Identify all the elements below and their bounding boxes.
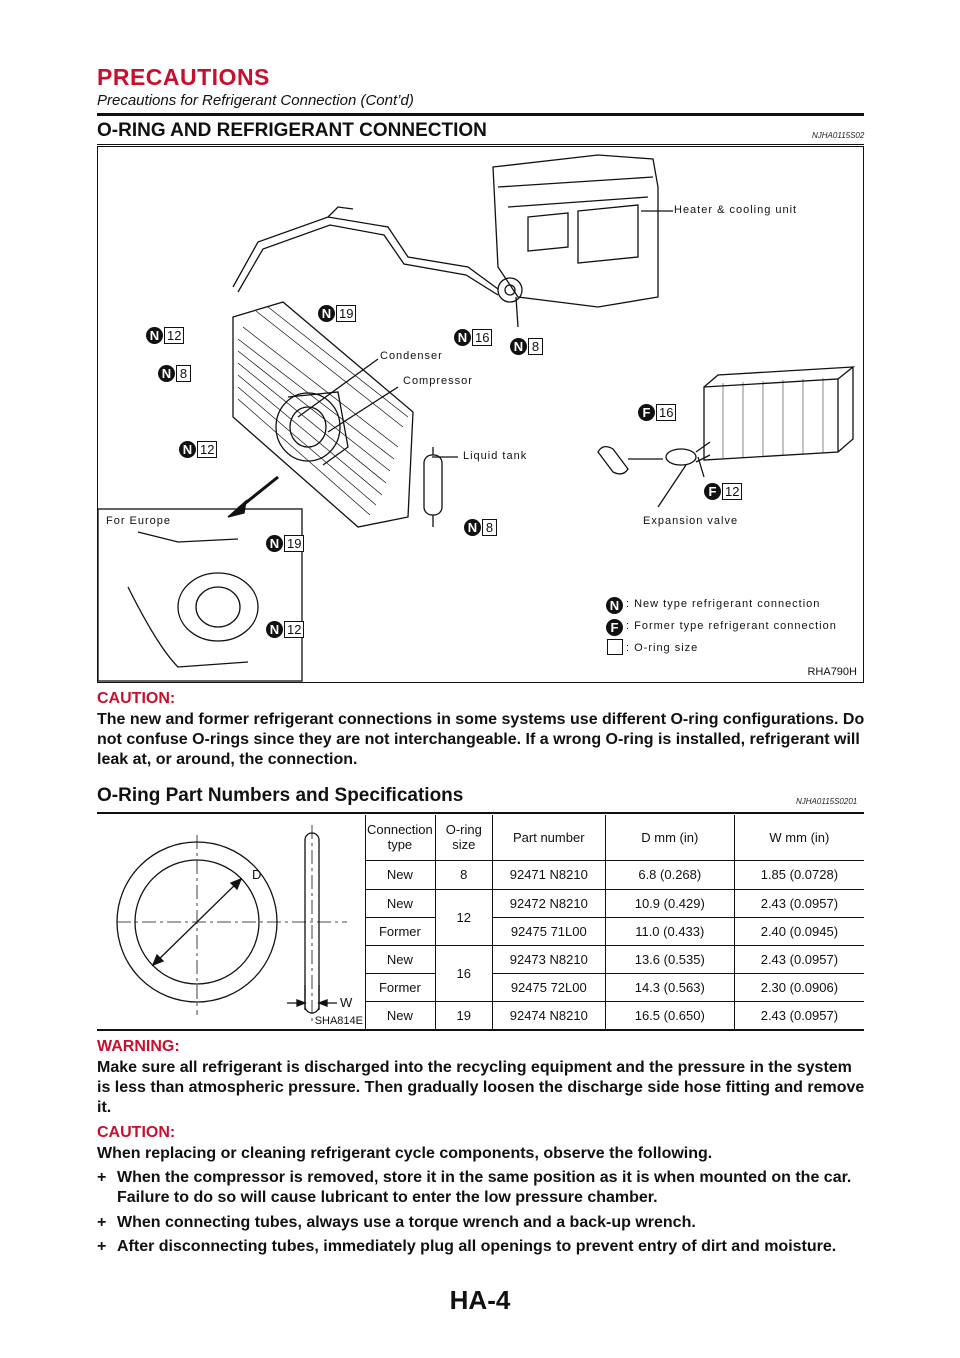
caution2-heading: CAUTION: [97, 1124, 176, 1141]
legend-former-icon: F [606, 617, 623, 637]
cell-w: 2.40 (0.0945) [734, 917, 864, 945]
header-oring-size: O-ring size [435, 815, 492, 860]
table-bottom-rule [97, 1029, 864, 1031]
badge-n19-europe: N 19 [266, 533, 304, 553]
cell-type: New [386, 1007, 413, 1023]
refrigerant-connection-diagram [97, 146, 864, 683]
oring-drawing [97, 815, 365, 1029]
list-item [97, 1213, 867, 1233]
cell-type: Former [365, 917, 435, 945]
badge-n12-compressor: N 12 [179, 439, 217, 459]
cell-part: 92471 N8210 [492, 860, 605, 889]
legend-new-icon: N [606, 595, 623, 615]
cell-d: 10.9 (0.429) [605, 889, 734, 917]
cell-d: 14.3 (0.563) [605, 973, 734, 1001]
bullet-text: When the compressor is removed, store it in the same position as it is when mounted on the car. Failure to do so will cause lubricant to enter the low pressure chamber. [117, 1169, 852, 1206]
cell-size: 16 [435, 945, 492, 1001]
bullet-text: When connecting tubes, always use a torque wrench and a back-up wrench. [117, 1214, 696, 1231]
cell-w: 1.85 (0.0728) [734, 860, 864, 889]
cell-type: New [365, 889, 435, 917]
cell-w: 2.43 (0.0957) [734, 889, 864, 917]
cell-d: 6.8 (0.268) [605, 860, 734, 889]
legend-former-text: : Former type refrigerant connection [626, 620, 837, 632]
cell-size: 12 [435, 889, 492, 945]
caution-text: The new and former refrigerant connections in some systems use different O-ring configurations. Do not confuse O-rings since they are not interchangeable. If a wrong O-ring is installed, refrigerant will leak at, or around, the connection. [97, 711, 865, 768]
table-row [365, 1001, 864, 1029]
badge-n16: N 16 [454, 327, 492, 347]
bullet-icon: + [97, 1169, 107, 1186]
list-item [97, 1237, 867, 1257]
dimension-d-label: D [252, 867, 262, 882]
cell-part: 92475 72L00 [492, 973, 605, 1001]
badge-n12-europe: N 12 [266, 619, 304, 639]
badge-f12: F 12 [704, 481, 742, 501]
header-w: W mm (in) [734, 815, 864, 860]
cell-d: 11.0 (0.433) [605, 917, 734, 945]
spec-block [97, 815, 864, 1029]
legend-oring-text: : O-ring size [626, 642, 699, 654]
list-item [97, 1168, 867, 1208]
cell-w: 2.43 (0.0957) [734, 945, 864, 973]
legend-oring-box-icon [607, 639, 623, 655]
cell-d: 16.5 (0.650) [605, 1001, 734, 1029]
cell-part: 92472 N8210 [492, 889, 605, 917]
section-title-spec: O-Ring Part Numbers and Specifications [97, 785, 464, 806]
section-code: NJHA0115S02 [812, 131, 865, 140]
figure-code: RHA790H [807, 666, 857, 678]
table-row [365, 860, 864, 889]
label-liquid-tank: Liquid tank [463, 450, 528, 462]
cell-type: New [365, 860, 435, 889]
cell-type: Former [365, 973, 435, 1001]
section-rule [97, 144, 864, 145]
badge-n8-left: N 8 [158, 363, 191, 383]
cell-w: 2.43 (0.0957) [734, 1001, 864, 1029]
header-d: D mm (in) [605, 815, 734, 860]
oring-dimension-figure [97, 815, 366, 1029]
page-header-title: PRECAUTIONS [97, 64, 270, 90]
cell-part: 92473 N8210 [492, 945, 605, 973]
label-for-europe: For Europe [106, 515, 172, 527]
page-header-subtitle: Precautions for Refrigerant Connection (Cont’d) [97, 92, 414, 109]
cell-size: 19 [435, 1001, 492, 1029]
bullet-text: After disconnecting tubes, immediately plug all openings to prevent entry of dirt and moisture. [117, 1238, 837, 1255]
page-number: HA-4 [449, 1285, 511, 1315]
cell-type: New [365, 945, 435, 973]
cell-w: 2.30 (0.0906) [734, 973, 864, 1001]
caution-heading: CAUTION: [97, 690, 176, 707]
section-code-spec: NJHA0115S0201 [796, 797, 858, 806]
label-heater-cooling-unit: Heater & cooling unit [674, 204, 798, 216]
caution2-intro: When replacing or cleaning refrigerant cycle components, observe the following. [97, 1145, 713, 1162]
section-rule-spec [97, 812, 864, 814]
warning-text: Make sure all refrigerant is discharged into the recycling equipment and the pressure in the system is less than atmospheric pressure. Then gradually loosen the discharge side hose fitting and remove it. [97, 1059, 865, 1116]
cell-part: 92474 N8210 [492, 1001, 605, 1029]
table-header-row [365, 815, 864, 860]
cell-size: 8 [435, 860, 492, 889]
bullet-icon: + [97, 1214, 107, 1231]
header-connection-type: Connection type [365, 815, 435, 860]
dimension-w-label: W [340, 995, 353, 1010]
badge-n8-heater: N 8 [510, 336, 543, 356]
table-row [365, 945, 864, 973]
table-row [365, 889, 864, 917]
badge-f16: F 16 [638, 402, 676, 422]
header-rule [97, 113, 864, 116]
bullet-icon: + [97, 1238, 107, 1255]
badge-n8-tank: N 8 [464, 517, 497, 537]
section-title-oring: O-RING AND REFRIGERANT CONNECTION [97, 120, 487, 141]
warning-heading: WARNING: [97, 1038, 180, 1055]
header-part-number: Part number [492, 815, 605, 860]
cell-part: 92475 71L00 [492, 917, 605, 945]
label-condenser: Condenser [380, 350, 443, 362]
spec-figure-code: SHA814E [314, 1015, 363, 1027]
label-compressor: Compressor [403, 375, 473, 387]
legend-new-text: : New type refrigerant connection [626, 598, 821, 610]
cell-d: 13.6 (0.535) [605, 945, 734, 973]
badge-n19: N 19 [318, 303, 356, 323]
label-expansion-valve: Expansion valve [643, 515, 739, 527]
oring-spec-table [365, 815, 864, 1029]
badge-n12: N 12 [146, 325, 184, 345]
